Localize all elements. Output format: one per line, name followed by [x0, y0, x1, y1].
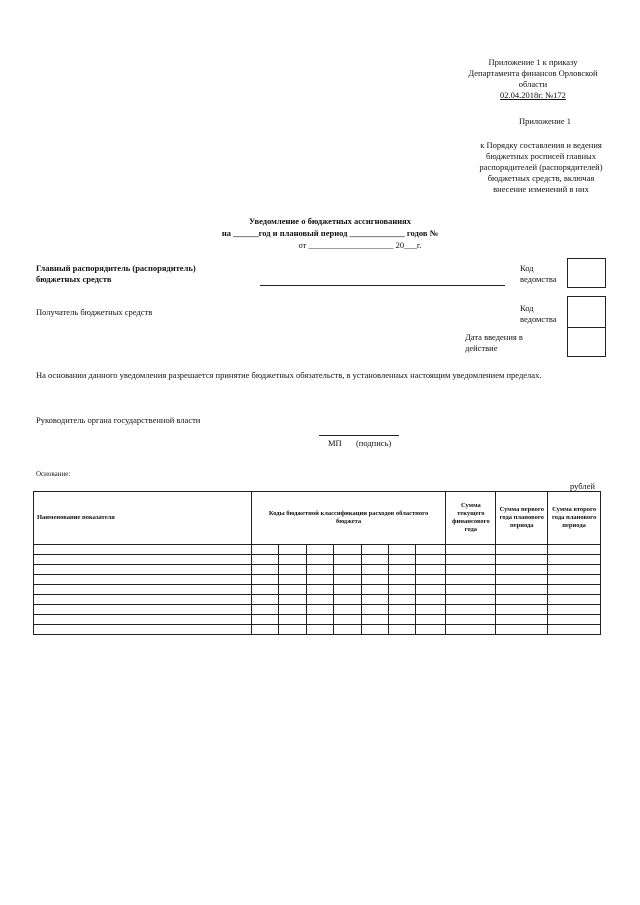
- cell-classification-code-6[interactable]: [389, 625, 416, 634]
- cell-classification-code-4[interactable]: [334, 545, 361, 554]
- cell-classification-code-2[interactable]: [279, 565, 306, 574]
- code-department-box[interactable]: [567, 258, 606, 288]
- cell-classification-code-2[interactable]: [279, 595, 306, 604]
- cell-classification-code-5[interactable]: [362, 585, 389, 594]
- cell-classification-code-4[interactable]: [334, 565, 361, 574]
- cell-classification-code-1[interactable]: [252, 615, 279, 624]
- table-row: [34, 545, 600, 555]
- chief-distributor-fill-line[interactable]: [260, 285, 505, 286]
- cell-sum-current-year[interactable]: [446, 545, 496, 554]
- cell-classification-code-1[interactable]: [252, 605, 279, 614]
- cell-sum-first-plan-year[interactable]: [496, 605, 548, 614]
- cell-classification-code-4[interactable]: [334, 555, 361, 564]
- cell-sum-first-plan-year[interactable]: [496, 625, 548, 634]
- code-label-line2: ведомства: [520, 274, 557, 284]
- cell-classification-code-1[interactable]: [252, 595, 279, 604]
- cell-classification-code-5[interactable]: [362, 595, 389, 604]
- cell-sum-current-year[interactable]: [446, 595, 496, 604]
- signature-caption: [328, 438, 391, 449]
- cell-sum-current-year[interactable]: [446, 605, 496, 614]
- cell-classification-code-2[interactable]: [279, 615, 306, 624]
- cell-sum-first-plan-year[interactable]: [496, 555, 548, 564]
- code-department-box-2[interactable]: [567, 296, 606, 328]
- effective-date-line1: Дата введения в: [465, 332, 523, 342]
- cell-classification-code-7[interactable]: [416, 605, 446, 614]
- cell-sum-first-plan-year[interactable]: [496, 565, 548, 574]
- cell-classification-code-7[interactable]: [416, 615, 446, 624]
- cell-classification-code-4[interactable]: [334, 605, 361, 614]
- appendix-order-line3: области: [518, 79, 548, 89]
- cell-indicator-name[interactable]: [34, 555, 252, 564]
- table-body: [34, 545, 600, 634]
- appendix-procedure-block: [470, 116, 620, 195]
- cell-sum-current-year[interactable]: [446, 625, 496, 634]
- code-label-line1: Код: [520, 263, 534, 273]
- chief-distributor-label-line2: бюджетных средств: [36, 274, 112, 284]
- table-row: [34, 585, 600, 595]
- cell-sum-current-year[interactable]: [446, 615, 496, 624]
- cell-sum-first-plan-year[interactable]: [496, 545, 548, 554]
- cell-classification-code-4[interactable]: [334, 625, 361, 634]
- cell-sum-second-plan-year[interactable]: [548, 625, 600, 634]
- appendix-order-line1: Приложение 1 к приказу: [488, 57, 578, 67]
- cell-classification-code-6[interactable]: [389, 565, 416, 574]
- cell-indicator-name[interactable]: [34, 565, 252, 574]
- head-of-authority-label: Руководитель органа государственной власти: [36, 415, 201, 425]
- cell-sum-second-plan-year[interactable]: [548, 595, 600, 604]
- code-department-label: [520, 263, 557, 285]
- cell-classification-code-2[interactable]: [279, 605, 306, 614]
- cell-sum-second-plan-year[interactable]: [548, 555, 600, 564]
- cell-classification-code-3[interactable]: [307, 595, 334, 604]
- effective-date-label: [465, 332, 523, 354]
- cell-sum-current-year[interactable]: [446, 555, 496, 564]
- header-sum-second-plan-year: Сумма второго года планового периода: [551, 506, 597, 529]
- cell-sum-first-plan-year[interactable]: [496, 575, 548, 584]
- cell-classification-code-5[interactable]: [362, 555, 389, 564]
- signature-hint: (подпись): [355, 438, 392, 448]
- cell-classification-code-7[interactable]: [416, 595, 446, 604]
- cell-classification-code-5[interactable]: [362, 575, 389, 584]
- table-row: [34, 615, 600, 625]
- table-row: [34, 595, 600, 605]
- cell-classification-code-4[interactable]: [334, 585, 361, 594]
- header-classification-codes: Коды бюджетной классификации расходов областного бюджета: [252, 492, 447, 544]
- recipient-label: Получатель бюджетных средств: [36, 307, 153, 317]
- cell-indicator-name[interactable]: [34, 605, 252, 614]
- cell-sum-second-plan-year[interactable]: [548, 575, 600, 584]
- chief-distributor-label-line1: Главный распорядитель (распорядитель): [36, 263, 196, 273]
- cell-classification-code-3[interactable]: [307, 605, 334, 614]
- cell-sum-current-year[interactable]: [446, 575, 496, 584]
- appendix-procedure-line2: бюджетных росписей главных: [486, 151, 596, 161]
- budget-table: [33, 491, 601, 635]
- appendix-procedure-line1: к Порядку составления и ведения: [480, 140, 602, 150]
- appendix-order-date: 02.04.2018г. №172: [500, 90, 566, 100]
- cell-classification-code-7[interactable]: [416, 625, 446, 634]
- cell-indicator-name[interactable]: [34, 585, 252, 594]
- cell-classification-code-2[interactable]: [279, 555, 306, 564]
- cell-classification-code-4[interactable]: [334, 595, 361, 604]
- cell-classification-code-6[interactable]: [389, 545, 416, 554]
- cell-classification-code-6[interactable]: [389, 575, 416, 584]
- notice-title: Уведомление о бюджетных ассигнованиях: [248, 216, 412, 226]
- cell-sum-first-plan-year[interactable]: [496, 585, 548, 594]
- cell-classification-code-1[interactable]: [252, 585, 279, 594]
- basis-sentence: На основании данного уведомления разрешается принятие бюджетных обязательств, в установленных настоящим уведомлением пределах.: [36, 370, 542, 380]
- currency-label: рублей: [570, 481, 595, 491]
- cell-indicator-name[interactable]: [34, 595, 252, 604]
- appendix-order-line2: Департамента финансов Орловской: [468, 68, 598, 78]
- cell-classification-code-7[interactable]: [416, 585, 446, 594]
- cell-classification-code-7[interactable]: [416, 565, 446, 574]
- cell-classification-code-3[interactable]: [307, 575, 334, 584]
- chief-distributor-label: [36, 263, 266, 285]
- cell-classification-code-3[interactable]: [307, 555, 334, 564]
- cell-classification-code-7[interactable]: [416, 555, 446, 564]
- cell-sum-first-plan-year[interactable]: [496, 615, 548, 624]
- appendix-procedure-line5: внесение изменений в них: [493, 184, 589, 194]
- cell-classification-code-3[interactable]: [307, 585, 334, 594]
- cell-classification-code-5[interactable]: [362, 565, 389, 574]
- cell-classification-code-1[interactable]: [252, 545, 279, 554]
- cell-classification-code-3[interactable]: [307, 625, 334, 634]
- appendix-procedure-title: Приложение 1: [519, 116, 571, 126]
- effective-date-box[interactable]: [567, 327, 606, 357]
- cell-classification-code-3[interactable]: [307, 545, 334, 554]
- appendix-order-block: [458, 57, 608, 101]
- cell-sum-current-year[interactable]: [446, 565, 496, 574]
- stamp-label: МП: [328, 438, 342, 448]
- cell-classification-code-2[interactable]: [279, 585, 306, 594]
- cell-classification-code-6[interactable]: [389, 595, 416, 604]
- header-indicator-name: Наименование показателя: [34, 492, 252, 544]
- cell-sum-first-plan-year[interactable]: [496, 595, 548, 604]
- table-row: [34, 625, 600, 634]
- cell-sum-current-year[interactable]: [446, 585, 496, 594]
- cell-classification-code-1[interactable]: [252, 565, 279, 574]
- cell-classification-code-2[interactable]: [279, 625, 306, 634]
- cell-indicator-name[interactable]: [34, 625, 252, 634]
- cell-sum-second-plan-year[interactable]: [548, 605, 600, 614]
- code2-label-line2: ведомства: [520, 314, 557, 324]
- cell-classification-code-4[interactable]: [334, 615, 361, 624]
- code2-label-line1: Код: [520, 303, 534, 313]
- cell-sum-second-plan-year[interactable]: [548, 615, 600, 624]
- cell-classification-code-5[interactable]: [362, 615, 389, 624]
- cell-classification-code-2[interactable]: [279, 545, 306, 554]
- table-row: [34, 555, 600, 565]
- notice-period-line: на ______год и плановый период _____________ годов №: [221, 228, 439, 238]
- cell-classification-code-5[interactable]: [362, 545, 389, 554]
- cell-classification-code-4[interactable]: [334, 575, 361, 584]
- cell-classification-code-1[interactable]: [252, 555, 279, 564]
- cell-classification-code-6[interactable]: [389, 555, 416, 564]
- cell-indicator-name[interactable]: [34, 575, 252, 584]
- appendix-procedure-line3: распорядителей (распорядителей): [479, 162, 603, 172]
- cell-classification-code-5[interactable]: [362, 625, 389, 634]
- cell-indicator-name[interactable]: [34, 545, 252, 554]
- header-sum-current-year: Сумма текущего финансового года: [446, 492, 496, 544]
- signature-line[interactable]: [319, 435, 399, 436]
- table-row: [34, 605, 600, 615]
- table-header-row: [34, 492, 600, 545]
- cell-classification-code-3[interactable]: [307, 565, 334, 574]
- cell-classification-code-1[interactable]: [252, 625, 279, 634]
- cell-classification-code-6[interactable]: [389, 585, 416, 594]
- code-department-label-2: [520, 303, 557, 325]
- cell-indicator-name[interactable]: [34, 615, 252, 624]
- cell-classification-code-2[interactable]: [279, 575, 306, 584]
- table-row: [34, 575, 600, 585]
- cell-classification-code-5[interactable]: [362, 605, 389, 614]
- cell-classification-code-3[interactable]: [307, 615, 334, 624]
- appendix-procedure-line4: бюджетных средств, включая: [487, 173, 595, 183]
- header-sum-first-plan-year: Сумма первого года планового периода: [496, 492, 548, 544]
- cell-sum-second-plan-year[interactable]: [548, 585, 600, 594]
- cell-classification-code-1[interactable]: [252, 575, 279, 584]
- cell-classification-code-7[interactable]: [416, 545, 446, 554]
- effective-date-line2: действие: [465, 343, 498, 353]
- basis-label: Основание:: [36, 470, 71, 478]
- cell-sum-second-plan-year[interactable]: [548, 565, 600, 574]
- cell-classification-code-6[interactable]: [389, 615, 416, 624]
- cell-classification-code-7[interactable]: [416, 575, 446, 584]
- cell-sum-second-plan-year[interactable]: [548, 545, 600, 554]
- notice-date-line: от ____________________ 20___г.: [298, 240, 422, 250]
- cell-classification-code-6[interactable]: [389, 605, 416, 614]
- table-row: [34, 565, 600, 575]
